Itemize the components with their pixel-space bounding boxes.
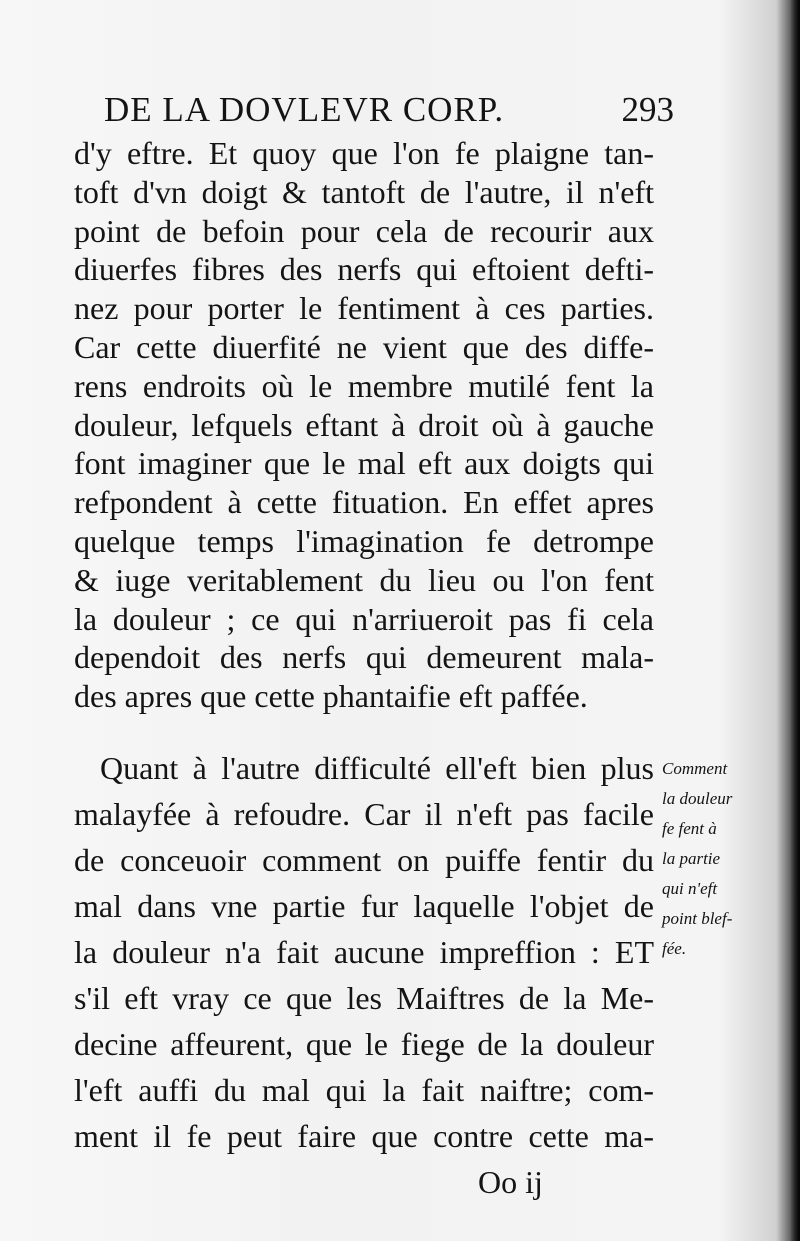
text-line: l'eft auffi du mal qui la fait naiftre; com- [74, 1072, 654, 1108]
margin-note-line: fée. [662, 939, 687, 958]
text-line: s'il eft vray ce que les Maiftres de la Me- [74, 980, 654, 1016]
text-line: toft d'vn doigt & tantoft de l'autre, il n'eft [74, 173, 654, 210]
text-line: de conceuoir comment on puiffe fentir du [74, 842, 654, 878]
margin-note-line: fe fent à [662, 819, 717, 838]
text-line: malayfée à refoudre. Car il n'eft pas facile [74, 796, 654, 832]
text-line: la douleur ; ce qui n'arriueroit pas fi cela [74, 600, 654, 637]
margin-note-line: la partie [662, 849, 721, 868]
text-line: Car cette diuerfité ne vient que des diffe- [74, 329, 654, 365]
text-line: douleur, lefquels eftant à droit où à gauche [74, 406, 654, 443]
text-line: nez pour porter le fentiment à ces parties. [74, 290, 654, 327]
text-line: point de befoin pour cela de recourir aux [74, 212, 654, 249]
margin-note-line: qui n'eft [662, 879, 718, 898]
text-line: la douleur n'a fait aucune impreffion : ET [74, 934, 654, 970]
running-head [104, 90, 684, 134]
text-line: ment il fe peut faire que contre cette ma- [74, 1118, 654, 1154]
text-line: refpondent à cette fituation. En effet apres [74, 484, 654, 521]
running-head-title: DE LA DOVLEVR CORP. [104, 90, 505, 129]
margin-note-line: Comment [662, 759, 728, 778]
text-line: dependoit des nerfs qui demeurent mala- [74, 639, 654, 676]
margin-note-line: point blef- [662, 909, 733, 928]
catchword: Oo ij [478, 1164, 543, 1200]
page-number: 293 [621, 90, 674, 129]
page-edge-shadow [790, 0, 800, 1241]
text-line: mal dans vne partie fur laquelle l'objet de [74, 888, 654, 924]
text-line: Quant à l'autre difficulté ell'eft bien plus [100, 750, 654, 786]
text-line: quelque temps l'imagination fe detrompe [74, 523, 654, 559]
text-line: & iuge veritablement du lieu ou l'on fent [74, 561, 654, 598]
text-line: d'y eftre. Et quoy que l'on fe plaigne tan- [74, 135, 654, 171]
text-line: diuerfes fibres des nerfs qui eftoient defti- [74, 251, 654, 288]
text-line: rens endroits où le membre mutilé fent la [74, 367, 654, 404]
text-line: font imaginer que le mal eft aux doigts qui [74, 445, 654, 482]
margin-note-line: la douleur [662, 789, 733, 808]
text-line: decine affeurent, que le fiege de la douleur [74, 1026, 654, 1062]
text-line: des apres que cette phantaifie eft paffée. [74, 678, 588, 715]
